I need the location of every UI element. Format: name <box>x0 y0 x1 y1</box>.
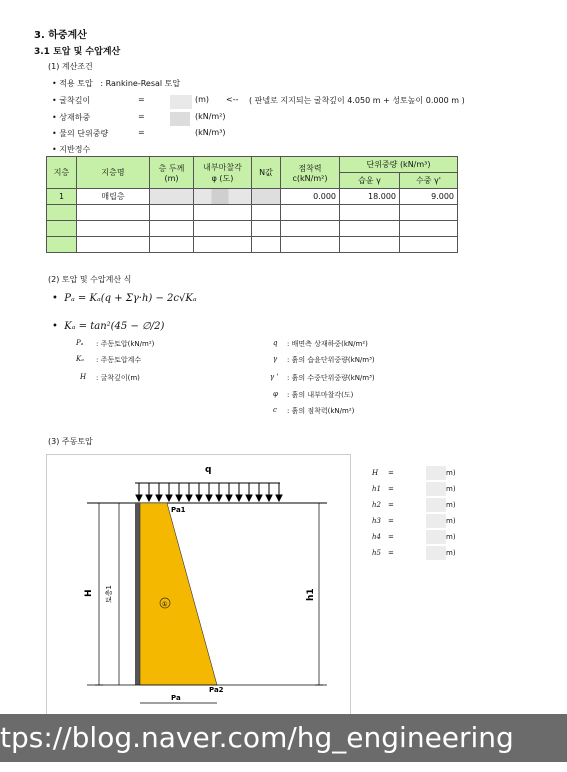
dimension-row: h2 = m) <box>372 498 456 512</box>
header-unit-weight: 단위중량 (kN/m³) <box>340 157 458 173</box>
condition-depth: • 굴착깊이 <box>52 96 91 105</box>
equals-sign: = <box>138 112 145 121</box>
redacted-value <box>426 514 446 528</box>
watermark-url: tps://blog.naver.com/hg_engineering <box>0 714 567 762</box>
formula-section-title: (2) 토압 및 수압계산 식 <box>48 275 132 284</box>
legend-gamma-symbol: γ <box>273 355 278 363</box>
legend-gamma: : 흙의 습윤단위중량(kN/m³) <box>287 356 375 364</box>
condition-surcharge: • 상재하중 <box>52 113 91 122</box>
legend-pa-symbol: Pₐ <box>76 339 84 347</box>
pressure-diagram-svg <box>47 455 352 723</box>
earth-pressure-diagram <box>46 454 351 722</box>
legend-c-symbol: c <box>273 406 277 414</box>
redacted-value <box>170 108 190 127</box>
legend-gamma-prime-symbol: γ ' <box>270 373 279 381</box>
h1-dimension-label: h1 <box>306 588 316 601</box>
header-cohesion: 점착력 c(kN/m²) <box>281 157 340 189</box>
dimension-row: h5 = m) <box>372 546 456 560</box>
layer-label: 토층1 <box>105 585 113 603</box>
svg-text:①: ① <box>162 601 168 608</box>
legend-ka-symbol: Kₐ <box>76 355 84 363</box>
dimension-row: h3 = m) <box>372 514 456 528</box>
dimension-row: H = m) <box>372 466 456 480</box>
active-pressure-title: (3) 주동토압 <box>48 437 93 446</box>
dimension-row: h1 = m) <box>372 482 456 496</box>
h-dimension-label: H <box>84 589 94 597</box>
table-row <box>47 205 458 221</box>
legend-phi-symbol: φ <box>273 390 278 398</box>
legend-h: : 굴착깊이(m) <box>96 374 140 382</box>
legend-q: : 배면측 상재하중(kN/m²) <box>287 340 368 348</box>
condition-water: • 물의 단위중량 <box>52 129 109 138</box>
section-heading: 3. 하중계산 <box>34 30 87 41</box>
arrow-text: <-- <box>226 95 239 104</box>
surcharge-unit: (kN/m²) <box>195 112 226 121</box>
pa2-label: Pa2 <box>209 686 224 694</box>
equals-sign: = <box>138 128 145 137</box>
legend-phi: : 흙의 내부마찰각(도) <box>287 391 354 399</box>
header-thickness: 층 두께 (m) <box>150 157 194 189</box>
header-name: 지층명 <box>77 157 150 189</box>
header-sub: 수중 γ' <box>400 173 458 189</box>
water-unit: (kN/m³) <box>195 128 226 137</box>
formula-ka: • Kₐ = tan²(45 − ∅/2) <box>52 321 165 332</box>
pa1-label: Pa1 <box>171 506 186 514</box>
redacted-value <box>426 466 446 480</box>
legend-ka: : 주동토압계수 <box>96 356 142 364</box>
depth-note: ( 판넬로 지지되는 굴착깊이 4.050 m + 성토높이 0.000 m ) <box>249 96 465 105</box>
legend-q-symbol: q <box>273 339 278 347</box>
header-friction: 내부마찰각 φ (도) <box>194 157 252 189</box>
header-n: N값 <box>252 157 281 189</box>
table-row: 1 매립층 0.000 18.000 9.000 <box>47 189 458 205</box>
calc-conditions-title: (1) 계산조건 <box>48 62 93 71</box>
retaining-wall <box>135 503 140 685</box>
subsection-heading: 3.1 토압 및 수압계산 <box>34 47 121 57</box>
formula-active-pressure: • Pₐ = Kₐ(q + Σγ·h) − 2c√Kₐ <box>52 293 197 304</box>
redacted-value <box>426 498 446 512</box>
condition-soil: • 적용 토압 : Rankine-Resal 토압 <box>52 79 181 88</box>
condition-ground: • 지반정수 <box>52 145 91 154</box>
dimension-row: h4 = m) <box>372 530 456 544</box>
table-row <box>47 237 458 253</box>
pa-width-label: Pa <box>171 694 181 702</box>
redacted-value <box>426 530 446 544</box>
surcharge-arrows <box>136 483 282 501</box>
redacted-value <box>426 482 446 496</box>
redacted-value <box>426 546 446 560</box>
table-row <box>47 221 458 237</box>
legend-gamma-prime: : 흙의 수중단위중량(kN/m³) <box>287 374 375 382</box>
equals-sign: = <box>138 95 145 104</box>
legend-c: : 흙의 점착력(kN/m²) <box>287 407 355 415</box>
header-layer: 지층 <box>47 157 77 189</box>
legend-h-symbol: H <box>80 373 87 381</box>
active-pressure-area <box>140 503 217 685</box>
header-wet: 습윤 γ <box>340 173 400 189</box>
depth-unit: (m) <box>195 95 210 104</box>
q-label: q <box>205 465 212 475</box>
soil-parameter-table <box>46 156 458 253</box>
legend-pa: : 주동토압(kN/m²) <box>96 340 155 348</box>
